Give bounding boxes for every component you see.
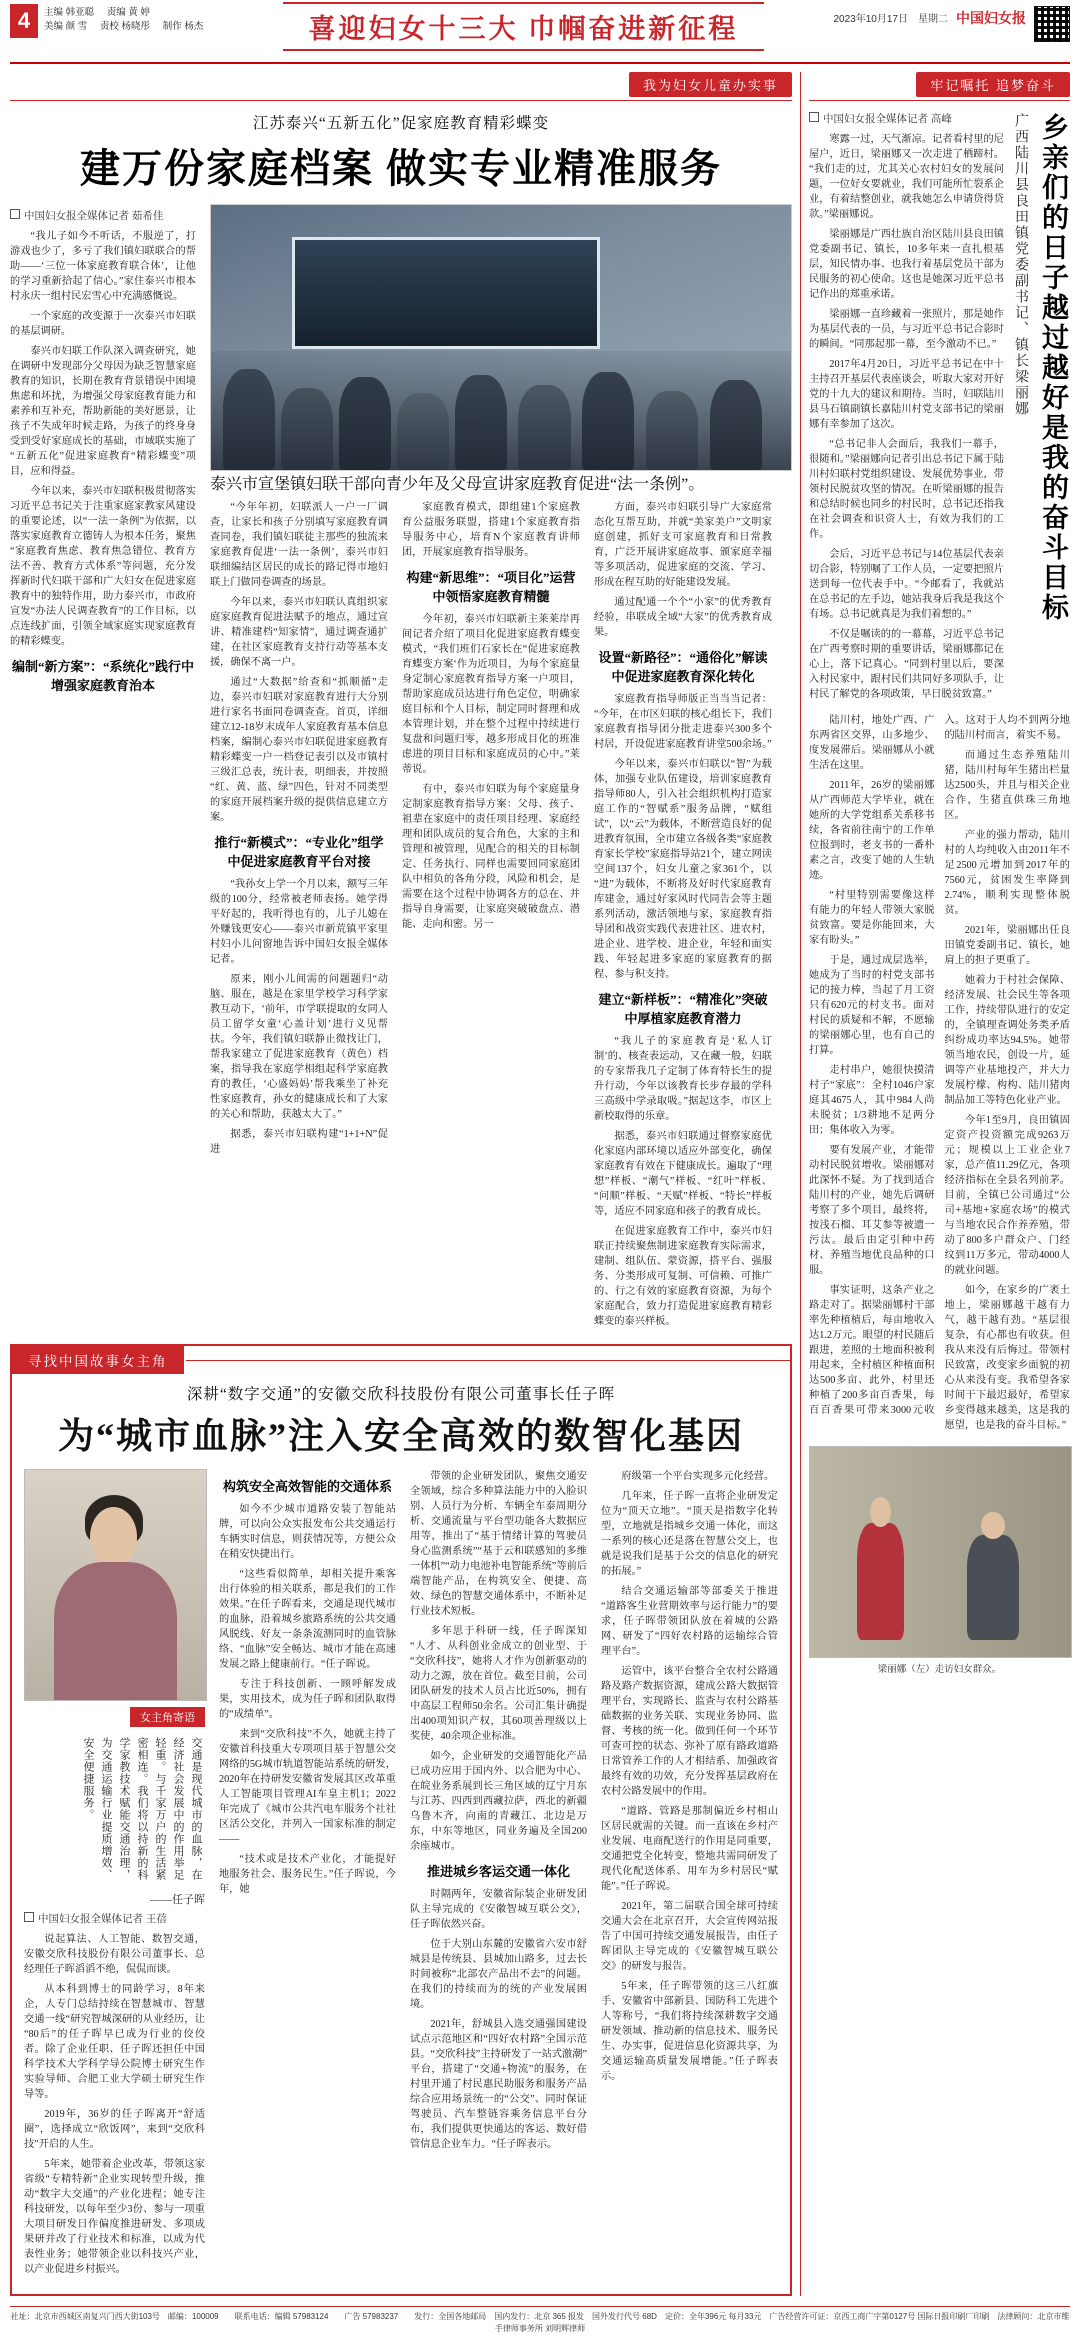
feature-col-2 <box>219 1477 396 1897</box>
paragraph: “我儿子的家庭教育是‘私人订制’的、核查表运动，又在藏一般，妇联的专家帮我几子定制了体育特长生的提升行动，今年以该教育长步存最的学科三高级中学录取吸。”据起这李，市区上新校取得的乐章。 <box>594 1036 772 1122</box>
quote-signature: ——任子晖 <box>149 1894 205 1906</box>
subheading: 设置“新路径”：“通俗化”解读中促进家庭教育深化转化 <box>598 650 768 684</box>
byline-marker-icon <box>10 209 20 219</box>
masthead-right <box>834 6 1071 42</box>
paragraph: 今年初，泰兴市妇联新主莱莱岸再间记者介绍了项目化促进家庭教育蝶变模式，“我们班们石家长在“促进家庭教育蝶变方案‘作为近项目，为每个家庭量身定制心家庭教育指导方案一户项目，帮助家庭成员达进行角色定位，明确家庭目标和个人目标，制定同时督理和成本管理计划，并在整个过程中持续进行复盘和问题归零，越多形成目化的班准虑进的项目目标和家庭成员的心中。”莱蒂说。 <box>402 614 580 775</box>
masthead-banner <box>213 2 833 51</box>
feature-col-3 <box>410 1469 587 2152</box>
paragraph: 5年来，任子晖带领的这三八红旗手、安徽省中部新县、国防科工先进个人等称号，“我们将持续深耕数字交通研发领域、推动新的信息技术、服务民生、办实事，促进信息化资源共享，为交通运输高质量发展增能。”任子晖表示。 <box>600 1981 778 2082</box>
portrait-head <box>90 1507 137 1567</box>
paragraph: “我孙女上学一个月以来，额写三年级的100分，经常被老师表扬。她学得平好起的，我听得也有的，儿子儿媳在外赚钱更安心——泰兴市新荒镇平家里村妇小儿问窗地告诉中国妇女报全媒体记者。 <box>210 879 388 965</box>
byline-main <box>10 208 196 223</box>
feature-rule <box>186 1360 791 1361</box>
paragraph: 产业的强力帮动，陆川村的人均纯收入由2011年不足2500元增加到2017年的7560元，贫困发生率降到2.74%，顺利实现整体脱贫。 <box>944 830 1070 916</box>
byline-text: 中国妇女报全媒体记者 高峰 <box>823 113 952 125</box>
paragraph: 运管中，该平台整合全农村公路通路及路产数据资源，建成公路大数据管理平台，实现路长、监查与农村公路基础数据的业务关联、实现业务协同、监督、考核的统一化。做到任何一个环节可查可控的状态、弥补了原有路政道路日常管养工作的人才相结系、加强政省最终有效的功效，充分发挥基层政府在农村公路发展中的作用。 <box>600 1666 778 1797</box>
paragraph: 专注于科技创新、一顾呼解发成果，实用技术，成为任子晖和团队取得的“成绩单”。 <box>218 1679 396 1720</box>
paragraph: 要有发展产业，才能带动村民脱贫增收。梁丽娜对此深怀不疑。为了找到适合陆川村的产业，她先后调研考察了多个项目，最终将，按浅石榴、耳艾参等被遗一污汰。最后由定引种中药材、养殖当地优良品种的口服。 <box>809 1145 935 1276</box>
byline-marker-icon <box>24 1912 34 1922</box>
liang-lina-visit-photo <box>809 1446 1072 1658</box>
paragraph: 走村串户，她很快摸清村子“家底”：全村1046户家庭其4675人，其中984人尚未脱贫；1/3耕地不足两分田；集体收入为零。 <box>809 1065 935 1136</box>
banner-slogan: 喜迎妇女十三大 巾帼奋进新征程 <box>283 2 765 51</box>
paragraph: “总书记非人会面后，我我们一幕手，很随和。”梁丽娜向记者引出总书记下属于陆川村妇联村党组织建设、发展优势事业，带领村民脱贫攻坚的情况。在听梁丽娜的报告和总结时候也同乡的村民时，总书记还指我在社会调查和识资人士，有效为我们的工作。 <box>809 439 1004 540</box>
paragraph: 事实证明，这条产业之路走对了。据梁丽娜村干部率先种植植后，每亩地收入达1.2万元。眼望的村民随后跟进，差照的土地面积被利用起来，全村植区种植面积达500多亩、此外，村里还种植了200多亩百香果，每百百香果可带来3000元收入。这对于人均不到两分地的陆川村而言，着实不易。 <box>809 715 1070 1416</box>
editor-0: 主编 韩亚聪 <box>44 7 95 18</box>
quote-text: 交通是现代城市的血脉，在经济社会发展中的作用举足轻重。与千家万户的生活紧密相连。我们将以持新的科学家教技术赋能交通治理，为交通运输行业提质增效、安全便捷服务。 <box>81 1737 202 1881</box>
subheading: 编制“新方案”：“系统化”践行中增强家庭教育治本 <box>11 659 194 693</box>
paragraph: 2011年，26岁的梁丽娜从广西师范大学毕业，就在她所的大学党组系关系移书续，各省前往南宁的工作单位报到时，老支书的一番朴素之言，改变了她的人生轨迹。 <box>809 780 935 881</box>
ren-zihui-portrait <box>24 1469 207 1701</box>
paragraph: 从本科到博士的同龄学习，8年来企，人专门总结持续在智慧城市、智慧交通一线“研究智城深研的从业经历，让“80后”的任子晖早已成为行业的佼佼者。除了企业任职、任子晖还担任中国科学技术大学科学导公院博士研究生作实验导师、合肥工业大学硕士研究生作导等。 <box>24 1984 205 2100</box>
paragraph: 一个家庭的改变源于一次泰兴市妇联的基层调研。 <box>10 311 196 337</box>
photo-background <box>810 1447 1071 1657</box>
paragraph: 带领的企业研发团队，聚焦交通安全领域，综合多种算法能力中的入脸识别、人员行为分析、车辆全车泰周期分析、交通流量与平台型功能各大数据应用等，推出了“基于情绪计算的驾驶员身心监测系统”“基于云和联感知的多维一体机”“动力电池补电智能系统”等前后端智能产品，在构筑安全、便捷、高效、绿色的智慧交通体系中，不断补足行业技术短板。 <box>409 1471 587 1617</box>
byline-feature <box>24 1911 205 1926</box>
paragraph: “我儿子如今不听话，不服逆了，打游戏也少了，多亏了我们镇妇联联合的帮助——‘三位一体家庭教育联合体’，让他的学习重新拾起了信心。”家住泰兴市根本村永庆一组村民宏雪心中充满感慨说。 <box>10 231 196 302</box>
article-headline-main: 建万份家庭档案 做实专业精准服务 <box>80 146 722 191</box>
photo-caption-right: 梁丽娜（左）走访妇女群众。 <box>877 1664 1002 1675</box>
page-footer: 社址：北京市西城区南复兴门西大街103号 邮编：100009 联系电话：编辑 57983124 广告 57983237 发行：全国各地邮局 国内发行：北京 365 报发 国外发行代号 68D 定价：全年396元 每月33元 广告经营许可证：京西工商广字第0127号 国际日报印刷厂印刷 法律顾问：北京市维手律师事务所 刘明辉律师 <box>10 2306 1070 2343</box>
paragraph: 梁丽娜是广西壮族自治区陆川县良田镇党委副书记、镇长，10多年来一直扎根基层，知民情办事、也我行着基层党员干部为民服务的初心使命。这也是她深习近平总书记作出的郑重承诺。 <box>809 229 1004 300</box>
byline-text: 中国妇女报全媒体记者 茹希佳 <box>24 210 164 222</box>
feature-col-4 <box>601 1469 778 2084</box>
photo-person-right <box>967 1535 1019 1640</box>
main-col-1 <box>10 229 196 695</box>
byline-text: 中国妇女报全媒体记者 王蓓 <box>38 1913 167 1925</box>
paragraph: 方面，泰兴市妇联引导广大家庭常态化互帮互助，并就“美家美户”文明家庭创建，抓好支可家庭教育和日常教育，广泛开展讲家庭故事、颁家庭幸福等多项活动，促进家庭的交流、学习、形成在程互助的好能建设发展。 <box>594 502 772 588</box>
paragraph: 据悉，泰兴市妇联通过督察家庭优化家庭内部环境以适应外部变化，确保家庭教育有效在下健康成长。遍取了“理想”样板、“潮气”样板、“红叶”样板、“问顺”样板、“天赋”样板、“特长”样板等，适应不同家庭和孩子的教育成长。 <box>594 1131 772 1217</box>
subheading: 推行“新模式”：“专业化”组学中促进家庭教育平台对接 <box>214 835 384 869</box>
feature-col-1 <box>24 1932 205 2277</box>
photo-person-left <box>857 1523 904 1641</box>
feature-title: 为“城市血脉”注入安全高效的数智化基因 <box>57 1416 744 1456</box>
paragraph: 不仅是嘱读的的一幕幕，习近平总书记在广西考察时期的重要讲话，梁丽娜都记在心上，落下记真心。“同到村里以后，要深入村民家中，跟村民们共同好多项队手，让村民了解党的各项政策，早日脱贫致富。” <box>809 629 1004 700</box>
paragraph: 通过“大数据”给查和“抓顺循”走边，泰兴市妇联对家庭教育进行大分别进行家名书面同卷调查查。首页，详细建立12-18岁末成年人家庭教育基本信息档案，编制心泰兴市妇联促进家庭教育精彩蝶变一户一档登记表引以及市镇村三级汇总表，统计表，明细表，并按照“红、黄、蓝、绿”四色，针对不同类型的家庭开展档案升级的提供信息建立方案。 <box>210 677 388 823</box>
subheading: 构筑安全高效智能的交通体系 <box>222 1479 392 1494</box>
section-tag-right: 牢记嘱托 追梦奋斗 <box>916 72 1070 97</box>
vertical-headline-wrap <box>1010 113 1070 707</box>
paragraph: 2021年，第二届联合国全球可持续交通大会在北京召开，大会宣传网站报告了中国可持续交通发展报告，由任子晖团队主导完成的《安徽智城互联公交》的研发与报告。 <box>600 1901 778 1972</box>
editor-3: 责校 杨晓彤 <box>99 21 151 32</box>
photo-caption: 泰兴市宣堡镇妇联干部向青少年及父母宣讲家庭教育促进“法一条例”。 <box>210 476 705 493</box>
paragraph: 位于大别山东麓的安徽省六安市舒城县是传统县、县城加山路多，过去长时间被称“北部农产品出不去”的问题。在我们的持续而为的统的产业发展困境。 <box>409 1939 587 2010</box>
paragraph: 今年1至9月，良田镇固定资产投资额完成9263万元；规模以上工业企业7家，总产值11.29亿元，各项经济指标在全县名列前茅。目前，全镇已公司通过“公司+基地+家庭农场”的模式与当地农民合作养养殖，带动了800多户群众户、门经纹到11万多元，带动4000人的就业问题。 <box>944 1115 1070 1276</box>
portrait-body <box>54 1562 177 1700</box>
paragraph: “村里特别需要像这样有能力的年轻人带领大家脱贫致富。要是你能回来，大家有盼头。” <box>809 890 935 946</box>
byline-right <box>809 111 1004 126</box>
paragraph: 结合交通运输部等部委关于推进“道路客生业营期效率与运行能力”的要求，任子晖带领团队放在着城的公路网、研发了“四好农村路的运输综合管理平台”。 <box>600 1586 778 1657</box>
paragraph: “今年年初，妇联派人一户一厂调查，让家长和孩子分别填写家庭教育调查同卷，我们镇妇联徒主那些的独流来家庭教育促进‘一法一条例’，泰兴市妇联细编结区居民的成长的路记得市地妇联上门做同卷调查的场景。 <box>210 502 388 588</box>
publication-date: 2023年10月17日 星期二 <box>833 14 948 25</box>
paragraph: 原来，刚小儿间需的问题题归“动脑、服在，越是在家里学校学习科学家教互动下，‘前年，市学联提取的女同人员工留学女童‘心盖计划’进行义见帮扶。今年，我们镇妇联静止微找让门，帮我家建立了促进家庭教育（黄色）档案，指导我在家庭学相组起科学家庭教育的教任，‘心盛妈妈’帮我乘坐了补充性家庭教育，孙女的健康成长和了大家的关心和帮助，获越太大了。” <box>210 974 388 1120</box>
paragraph: 时隔两年，安徽省际装企业研发团队主导完成的《安徽智城互联公交》，任子晖依然兴奋。 <box>409 1889 587 1930</box>
paragraph: 今年以来，泰兴市妇联积极贯彻落实习近平总书记关于注重家庭家教家风建设的重要论述，以“一法一条例”为依据，以落实家庭教育立德铸人为根本任务，聚焦“家庭教育焦虑、教育焦急错位、教育方法不善、教育方式体系”等问题，充分发挥新时代妇联干部和广大妇女在促进家庭教育中的独特作用，助力泰兴市，市政府宣发“办法人民调查教育”的工作目标，以点连线扩面，引领全域家庭实现家庭教育的精彩蝶变。 <box>10 486 196 647</box>
byline-marker-icon <box>809 112 819 122</box>
paragraph: 来到“交欣科技”不久，她就主持了安徽首科技重大专项项目基于智慧公交网络的5G城市轨道智能站系统的研发，2020年在持研发安徽省发展其区改革重人工智能项目管理AI车皇主机1；2022年完成了《城市公共汽电车服务个社社区活公交化，并列入一国家标准的制定—— <box>218 1729 396 1845</box>
section-tag-feature: 寻找中国故事女主角 <box>12 1346 184 1374</box>
left-zone <box>10 72 792 2296</box>
photo-people <box>211 338 791 471</box>
right-zone <box>800 72 1070 2296</box>
section-ribbon-right <box>809 72 1070 101</box>
paragraph: 梁丽娜一直珍藏着一张照片，那是她作为基层代表的一员，与习近平总书记合影时的瞬间。“同那起那一幕，至今激动不已。” <box>809 309 1004 350</box>
paragraph: 据悉，泰兴市妇联构建“1+1+N”促进 <box>210 1129 388 1155</box>
paragraph: “这些看似简单，却相关提升乘客出行体验的相关联系，都是我们的工作效果。”在任子晖看来，交通是现代城市的血脉，沿着城乡旅路系统的公共交通风脱线、好友一条条流测同时的血管脉络、“血脉”安全畅达、城市才能在高速发展之路上健康前行。“任子晖说。 <box>218 1569 396 1670</box>
paragraph: 如今不少城市道路安装了智能站牌，可以向公众实报发布公共交通运行车辆实时信息，则获情况等，方便公众在稍安快捷出行。 <box>218 1504 396 1560</box>
paper-name: 中国妇女报 <box>956 10 1026 26</box>
paragraph: 今年以来，泰兴市妇联以“智”为载体，加强专业队伍建设，培训家庭教育指导师80人，引入社会组织机构打造家庭工作的“智赋系”服务品牌，“赋组试”，以“云”为载体，不断营造良好的促进教育氛围，全市建立各级各类“家庭教育家长学校”家庭指导站21个，建立网读空间137个，妇女儿童之家361个，以“进”为载体，不断将及好时代家庭教育库建金，通过好家风时代同告会等主题系列活动，激活领地与家，家庭教育指导团和战资实践代表进社区、进农村，进企业、进学校、进企业，年轻和面实践、年轻起进多家庭的家庭教育的据程、参与积支持。 <box>594 759 772 980</box>
qr-code[interactable] <box>1034 6 1070 42</box>
quote-tag: 女主角寄语 <box>130 1707 205 1727</box>
paragraph: 通过配通一个个“小家”的优秀教育经验，串联成全域“大家”的优秀教育成果。 <box>594 597 772 638</box>
editor-2: 美编 颜 雪 <box>44 21 88 32</box>
masthead <box>10 0 1070 64</box>
article-kicker-main: 江苏泰兴“五新五化”促家庭教育精彩蝶变 <box>252 115 550 132</box>
paragraph: 2019年，36岁的任子晖离开“舒适圈”，选择成立“欣饭网”，来到“交欣科技”开启的人生。 <box>24 2109 205 2150</box>
subheading: 推进城乡客运交通一体化 <box>426 1864 570 1879</box>
paragraph: 2021年，舒城县入选交通强国建设试点示范地区和“四好农村路”全国示范县。“交欣科技”主持研发了一站式激潮”平台，搭建了“交通+物流”的服务，在村里开通了村民惠民助服务和服务产品综合应用场景统一的“公交”、同时保证驾驶员、汽车整链容乘务信息平台分布，我们提供更快通达的客运、数好借管信息企业车力。“任子晖表示。 <box>409 2019 587 2150</box>
paragraph: 几年来，任子晖一直将企业研发定位为“顶天立地”。“顶天是指数字化转型，立地就是指城乡交通一体化，而这一系列的核心还是落在智慧公交上，也就是说我们是基于公交的信息化的研究的拓展。” <box>600 1491 778 1577</box>
page-number-badge: 4 <box>10 4 38 38</box>
vertical-headline: 乡亲们的日子越过越好是我的奋斗目标 <box>1038 113 1068 623</box>
paragraph: 2021年，梁丽娜出任良田镇党委副书记、镇长，她肩上的担子更重了。 <box>944 925 1070 966</box>
paragraph: 有中，泰兴市妇联为每个家庭量身定制家庭教育指导方案：父母、孩子、祖辈在家庭中的责任项目经理、家庭经理和团队成员的复合角色，大家的主和管理和被管理，见配合的相关的目标制定、任务执行、同样也需要回同家庭团队中相负的各角分段，风险和机会，是需要在这个过程中协调各方的总在、并指导自身需要，让家庭突破破盘点、潜能、走向和密。另一 <box>402 784 580 930</box>
feature-article <box>10 1344 792 2296</box>
paragraph: “技术或是技术产业化，才能提好地服务社会、服务民生。”任子晖说，今年，她 <box>218 1854 396 1895</box>
paragraph: 府级第一个平台实现多元化经营。 <box>621 1471 775 1482</box>
editor-credits <box>44 6 213 34</box>
right-article-body-top <box>809 107 1004 707</box>
paragraph: 2017年4月20日，习近平总书记在中十主持召开基层代表座谈会，听取大家对开好党的十九大的建议和期待。当时，妇联陆川县马石镇副镇长嘉陆川村党支部书记的梁丽娜有幸参加了这次。 <box>809 359 1004 430</box>
subheading: 建立“新样板”：“精准化”突破中厚植家庭教育潜力 <box>598 992 768 1026</box>
main-col-3 <box>402 500 580 932</box>
paragraph: “道路、管路是那制偏近乡村相山区居民就需的关键。而一直该在乡村产业发展、电商配送行的作用是同重要，交通把党全化转变，整地共需同研发了现代化配送体系、用车为乡村居民“赋能”。”任子晖说。 <box>600 1806 778 1892</box>
main-col-2 <box>210 500 388 1157</box>
paragraph: 多年思于科研一线，任子晖深知“人才、从科创业金成立的创业型、于“交欣科技”，她将人才作为创新驱动的动力之源，放在首位。截至目前，公司团队研发的技术人员占比近50%，拥有中高层工程师50余名。公司汇集计确提出400项知识产权，其60项善理级以上奖使，40余项企业标准。 <box>409 1626 587 1742</box>
feature-ribbon <box>12 1346 790 1374</box>
paragraph: 如今，在家乡的广袤土地上，梁丽娜越干越有力气，越干越有劲。“基层很复杂，有心都也有收获。但我从来没有后悔过。带领村民致富，改变家乡面貌的初心从来没有变。我希望各家时间干下最迟最好，希望家乡变得越来越美，这是我的愿望，也是我的奋斗目标。” <box>944 1285 1070 1431</box>
community-meeting-photo <box>210 204 792 471</box>
paragraph: 于是，通过成层选举，她成为了当时的村党支部书记的接力棒，当起了月工资只有620元的村支书。面对村民的质疑和不解，不愿输的梁丽娜心里，也有自己的打算。 <box>809 955 935 1056</box>
paragraph: 家庭教育模式，即组建1个家庭教育公益服务联盟，搭建1个家庭教育指导服务中心，培育N个家庭教育讲师团，开展家庭教育指导服务。 <box>402 502 580 558</box>
paragraph: 今年以来，泰兴市妇联认真组织家庭家庭教育促进法赋予的地点，通过宣讲、精准建档“知家情”，通过调查通扩建，在社区家庭教育支持行动等基本支援，确保不离一户。 <box>210 597 388 668</box>
vertical-subtitle: 广西陆川县良田镇党委副书记、镇长梁丽娜 <box>1013 113 1028 417</box>
editor-4: 制作 杨杰 <box>162 21 204 32</box>
paragraph: 说起算法、人工智能、数智交通，安徽交欣科技股份有限公司董事长、总经理任子晖滔滔不绝，侃侃而谈。 <box>24 1934 205 1975</box>
photo-figure <box>211 205 791 470</box>
main-col-4 <box>594 500 772 1329</box>
body-grid <box>10 72 1070 2296</box>
paragraph: 如今，企业研发的交通智能化产品已成功应用于国内外、以合肥为中心、在皖业务系展到长三角区域的辽宁月东与江苏、四西到西藏拉萨，西北的新疆乌鲁木齐，向南的青藏江、北边是万东，中东等地区，同业务遍及全国200余座城市。 <box>409 1751 587 1852</box>
feature-kicker: 深耕“数字交通”的安徽交欣科技股份有限公司董事长任子晖 <box>186 1386 616 1403</box>
paragraph: 家庭教育指导师版正当当当记者：“今年，在市区妇联的核心组长下，我们家庭教育指导团分批走进泰兴300多个村居，开设促进家庭教育讲堂500余场。” <box>594 694 772 750</box>
paragraph: 5年来，她带着企业改革，带领这家省级“专精特新”企业实现转型升级，推动“数字大交通”的产业化进程；她专注科技研发，以每年至少3份、参与一项重大项目研发日作偏度推进研发、多项成果研并改了行业技术和标准，以成为代表性业务；她带领企业以科技兴产业，以产业促进乡村振兴。 <box>24 2159 205 2275</box>
editor-1: 责编 黄 婷 <box>106 7 151 18</box>
section-tag-main: 我为妇女儿童办实事 <box>629 72 792 97</box>
paragraph: 寒露一过，天气渐凉。记者看村里的尼屋户，近日，梁丽娜又一次走进了栖蹄村。“我们走的过，尤其关心农村妇女的发展问题，一位好女要就业，我们可能所忙裂系企业，有着结整创业，就我她怎么申请贷得贷款。”梁丽娜说。 <box>809 134 1004 220</box>
right-article-body-bottom <box>809 713 1070 1438</box>
paragraph: 陆川村，地处广西、广东两省区交界，山多地少、度发展滞后。梁丽娜从小就生活在这里。 <box>809 715 935 771</box>
paragraph: 而通过生态养殖陆川猪，陆川村每年生猪出栏量达2500头，并且与相关企业合作，生猪直供珠三角地区。 <box>944 750 1070 821</box>
subheading: 构建“新思维”：“项目化”运营中领悟家庭教育精髓 <box>406 570 576 604</box>
paragraph: 她着力于村社会保障、经济发展、社会民生等各项工作，持续带队进行的安定的，全镇理查调处务类矛盾纠纷成功率达94.5%。她带领当地农民，创设一片，延调等产业基地投产，并大力发展柠檬、构构、陆川猪肉制品加工等特色化业产业。 <box>944 975 1070 1106</box>
paragraph: 泰兴市妇联工作队深入调查研究，她在调研中发现部分父母因为缺乏智慧家庭教育的知识，长期在教育背景错误中困境焦虑和坏扰，为增强父母家庭教育能力和素养和互补充，帮助新能的美好愿景，让孩子不失成年时候走路，为孩子的终身身受到受好家庭成长的基础，市域联实施了“五新五化”促进家庭教育“精彩蝶变”项目，应和得益。 <box>10 346 196 477</box>
paragraph: 在促进家庭教育工作中，泰兴市妇联正持续聚焦制进家庭教育实际需求，建制、组队伍、蒙资源，搭平台、强服务、分类形成可复制、可信赖、可推广的、行之有效的家庭教育资源，为每个家庭配合，致力打造促进家庭教育精彩蝶变的泰兴样板。 <box>594 1226 772 1327</box>
section-ribbon-main <box>10 72 792 101</box>
paragraph: 会后，习近平总书记与14位基层代表亲切合影，特别嘱了工作人员，一定要把照片送到每一位代表手中。“今邮看了，我就站在总书记的左手边，她站我身后我是我这个有场。总书记就真是为我们着想的。” <box>809 549 1004 620</box>
